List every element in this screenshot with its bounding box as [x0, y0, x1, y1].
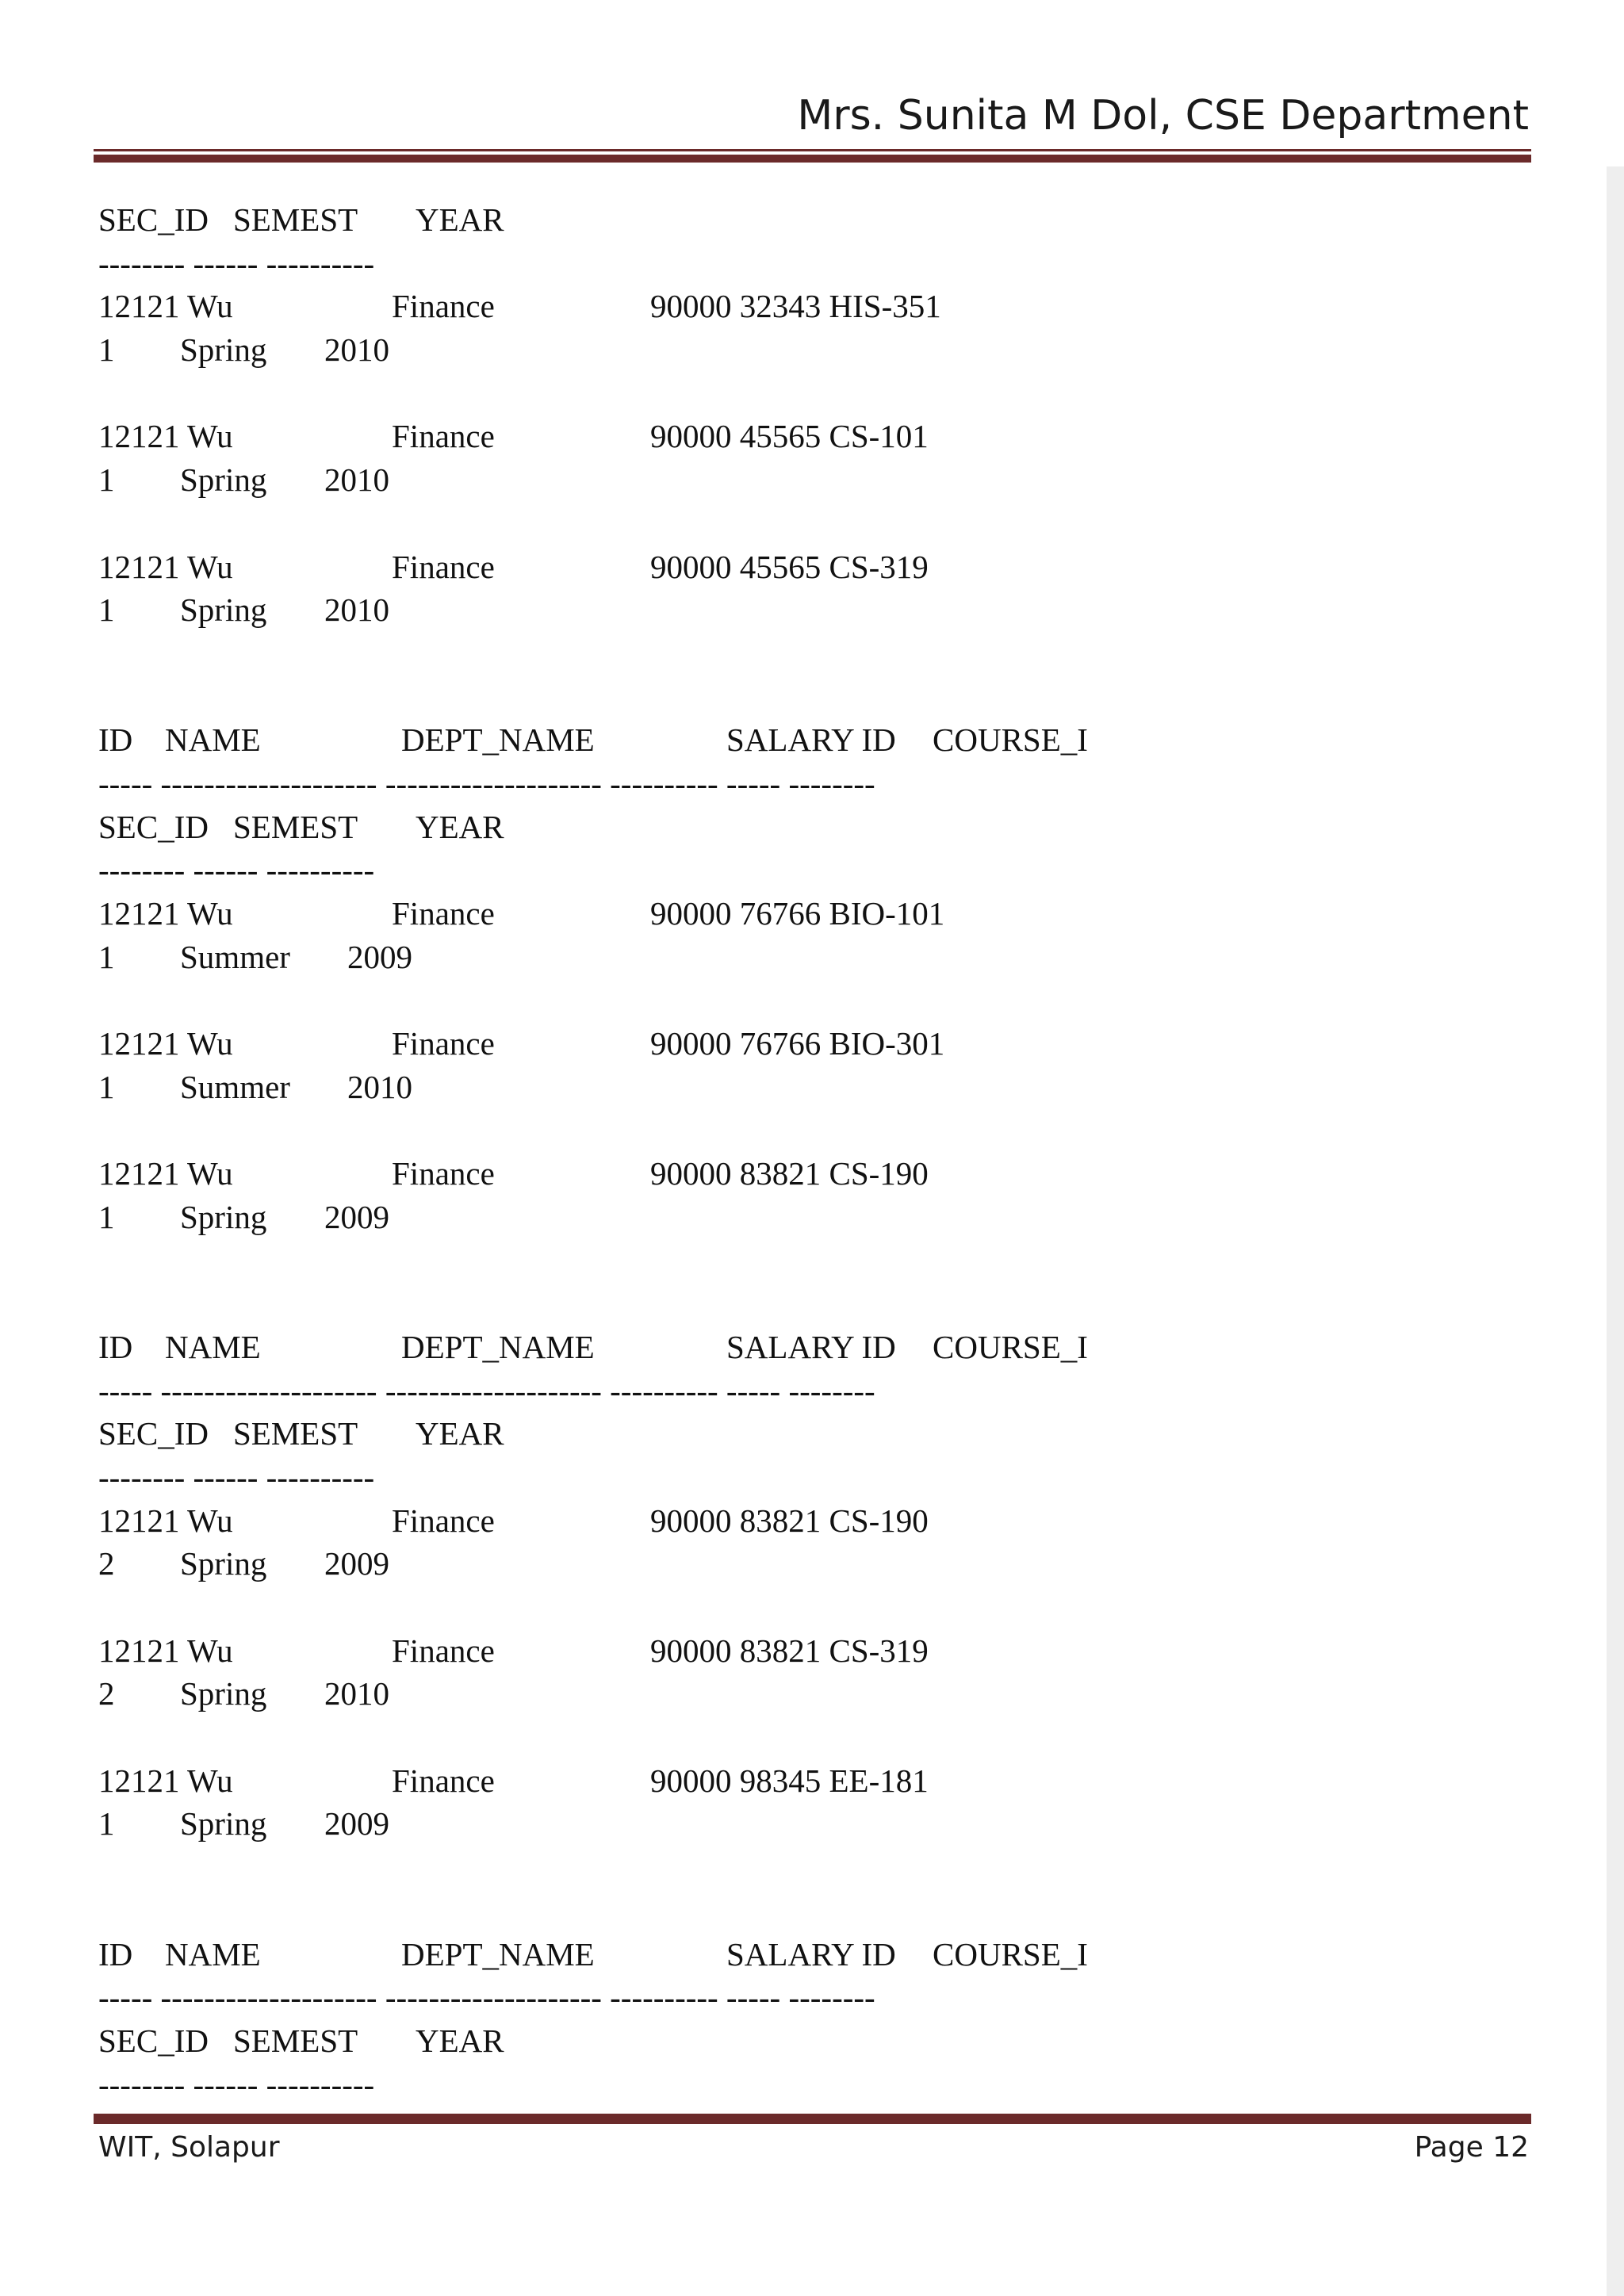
- blank-line: [98, 1586, 1510, 1629]
- dept-name-cell: Finance: [392, 1632, 495, 1669]
- result-row-line: [98, 458, 1510, 502]
- blank-line: [98, 675, 1510, 719]
- semester-cell: Spring: [180, 591, 267, 629]
- separator-line: ----- -------------------- -------------------- ---------- ----- --------: [98, 764, 875, 802]
- query-output: [98, 198, 1510, 2106]
- id-header: ID: [98, 1935, 133, 1973]
- result-row-line: [98, 892, 1510, 936]
- course-id-header: COURSE_I: [933, 721, 1088, 759]
- id-name-cell: 12121 Wu: [98, 1762, 233, 1799]
- id-name-cell: 12121 Wu: [98, 1025, 233, 1062]
- dept-name-cell: Finance: [392, 1762, 495, 1799]
- separator-line: -------- ------ ----------: [98, 2065, 375, 2103]
- semester-cell: Spring: [180, 1545, 267, 1582]
- result-row-line: [98, 1196, 1510, 1239]
- sec-id-cell: 1: [98, 591, 115, 629]
- id-header: ID: [98, 721, 133, 759]
- separator-line: -------- ------ ----------: [98, 1458, 375, 1495]
- blank-line: [98, 978, 1510, 1022]
- year-cell: 2009: [324, 1198, 389, 1235]
- dept-name-cell: Finance: [392, 548, 495, 585]
- dept-name-cell: Finance: [392, 1025, 495, 1062]
- semester-cell: Spring: [180, 331, 267, 369]
- year-cell: 2010: [324, 331, 389, 369]
- year-cell: 2009: [324, 1805, 389, 1843]
- dept-name-cell: Finance: [392, 418, 495, 455]
- salary-id-header: SALARY ID: [726, 1935, 896, 1973]
- semester-cell: Spring: [180, 1805, 267, 1843]
- result-row-line: [98, 1022, 1510, 1066]
- result-row-line: [98, 285, 1510, 328]
- year-cell: 2010: [347, 1068, 412, 1105]
- salary-id-course-cell: 90000 76766 BIO-101: [650, 895, 945, 932]
- semester-cell: Summer: [180, 938, 290, 975]
- id-name-cell: 12121 Wu: [98, 418, 233, 455]
- blank-line: [98, 502, 1510, 545]
- semester-cell: Spring: [180, 1675, 267, 1712]
- result-row-line: [98, 1499, 1510, 1543]
- name-header: NAME: [165, 1328, 261, 1365]
- year-cell: 2010: [324, 591, 389, 629]
- course-id-header: COURSE_I: [933, 1935, 1088, 1973]
- year-cell: 2010: [324, 461, 389, 499]
- result-row-line: [98, 1542, 1510, 1586]
- salary-id-course-cell: 90000 45565 CS-319: [650, 548, 929, 585]
- id-name-cell: 12121 Wu: [98, 288, 233, 325]
- separator-line: -------- ------ ----------: [98, 244, 375, 281]
- section-header-line: [98, 1412, 1510, 1456]
- id-name-cell: 12121 Wu: [98, 895, 233, 932]
- sec-id-cell: 1: [98, 331, 115, 369]
- result-row-line: [98, 1152, 1510, 1196]
- salary-id-course-cell: 90000 83821 CS-190: [650, 1502, 929, 1539]
- id-name-cell: 12121 Wu: [98, 1155, 233, 1192]
- dept-name-cell: Finance: [392, 895, 495, 932]
- separator-line: ----- -------------------- -------------------- ---------- ----- --------: [98, 1979, 875, 2016]
- dept-name-cell: Finance: [392, 1155, 495, 1192]
- sec-id-header: SEC_ID: [98, 1415, 209, 1452]
- separator-line: -------- ------ ----------: [98, 851, 375, 889]
- sec-id-cell: 1: [98, 461, 115, 499]
- section-header-line: [98, 806, 1510, 849]
- name-header: NAME: [165, 721, 261, 759]
- footer-institution: WIT, Solapur: [98, 2131, 280, 2164]
- salary-id-course-cell: 90000 83821 CS-190: [650, 1155, 929, 1192]
- year-cell: 2010: [324, 1675, 389, 1712]
- sec-id-cell: 1: [98, 938, 115, 975]
- semester-header: SEMEST: [233, 2022, 358, 2059]
- sec-id-cell: 2: [98, 1545, 115, 1582]
- semester-header: SEMEST: [233, 1415, 358, 1452]
- id-name-cell: 12121 Wu: [98, 1632, 233, 1669]
- section-header-line: [98, 2019, 1510, 2063]
- dept-name-header: DEPT_NAME: [401, 1935, 595, 1973]
- result-row-line: [98, 415, 1510, 458]
- semester-cell: Summer: [180, 1068, 290, 1105]
- semester-header: SEMEST: [233, 808, 358, 845]
- separator-line: ----- -------------------- -------------------- ---------- ----- --------: [98, 1372, 875, 1409]
- sec-id-header: SEC_ID: [98, 201, 209, 238]
- column-header-line: [98, 1933, 1510, 1976]
- salary-id-course-cell: 90000 32343 HIS-351: [650, 288, 941, 325]
- blank-line: [98, 1716, 1510, 1759]
- sec-id-cell: 1: [98, 1198, 115, 1235]
- result-row-line: [98, 1759, 1510, 1803]
- salary-id-course-cell: 90000 45565 CS-101: [650, 418, 929, 455]
- salary-id-course-cell: 90000 83821 CS-319: [650, 1632, 929, 1669]
- result-row-line: [98, 1629, 1510, 1673]
- footer-rule: [94, 2110, 1531, 2124]
- dept-name-cell: Finance: [392, 1502, 495, 1539]
- dept-name-header: DEPT_NAME: [401, 721, 595, 759]
- result-row-line: [98, 1066, 1510, 1109]
- section-header-line: [98, 198, 1510, 242]
- sec-id-cell: 1: [98, 1805, 115, 1843]
- year-cell: 2009: [347, 938, 412, 975]
- dept-name-header: DEPT_NAME: [401, 1328, 595, 1365]
- result-row-line: [98, 1672, 1510, 1716]
- sec-id-cell: 1: [98, 1068, 115, 1105]
- year-header: YEAR: [416, 1415, 504, 1452]
- result-row-line: [98, 1802, 1510, 1846]
- blank-line: [98, 1282, 1510, 1326]
- sec-id-header: SEC_ID: [98, 2022, 209, 2059]
- blank-line: [98, 372, 1510, 415]
- page-header-title: Mrs. Sunita M Dol, CSE Department: [797, 92, 1529, 140]
- dept-name-cell: Finance: [392, 288, 495, 325]
- year-header: YEAR: [416, 201, 504, 238]
- column-header-line: [98, 1326, 1510, 1369]
- name-header: NAME: [165, 1935, 261, 1973]
- year-header: YEAR: [416, 2022, 504, 2059]
- blank-line: [98, 1846, 1510, 1889]
- footer-page-number: Page 12: [1414, 2131, 1529, 2164]
- sec-id-cell: 2: [98, 1675, 115, 1712]
- semester-header: SEMEST: [233, 201, 358, 238]
- id-name-cell: 12121 Wu: [98, 1502, 233, 1539]
- page-edge-shade: [1607, 166, 1624, 2296]
- year-cell: 2009: [324, 1545, 389, 1582]
- year-header: YEAR: [416, 808, 504, 845]
- salary-id-course-cell: 90000 98345 EE-181: [650, 1762, 929, 1799]
- result-row-line: [98, 936, 1510, 979]
- result-row-line: [98, 588, 1510, 632]
- semester-cell: Spring: [180, 1198, 267, 1235]
- blank-line: [98, 632, 1510, 675]
- column-header-line: [98, 718, 1510, 762]
- blank-line: [98, 1889, 1510, 1933]
- semester-cell: Spring: [180, 461, 267, 499]
- blank-line: [98, 1239, 1510, 1283]
- result-row-line: [98, 328, 1510, 372]
- header-rule: [94, 149, 1531, 163]
- salary-id-header: SALARY ID: [726, 721, 896, 759]
- course-id-header: COURSE_I: [933, 1328, 1088, 1365]
- id-header: ID: [98, 1328, 133, 1365]
- sec-id-header: SEC_ID: [98, 808, 209, 845]
- result-row-line: [98, 545, 1510, 589]
- id-name-cell: 12121 Wu: [98, 548, 233, 585]
- blank-line: [98, 1108, 1510, 1152]
- salary-id-course-cell: 90000 76766 BIO-301: [650, 1025, 945, 1062]
- salary-id-header: SALARY ID: [726, 1328, 896, 1365]
